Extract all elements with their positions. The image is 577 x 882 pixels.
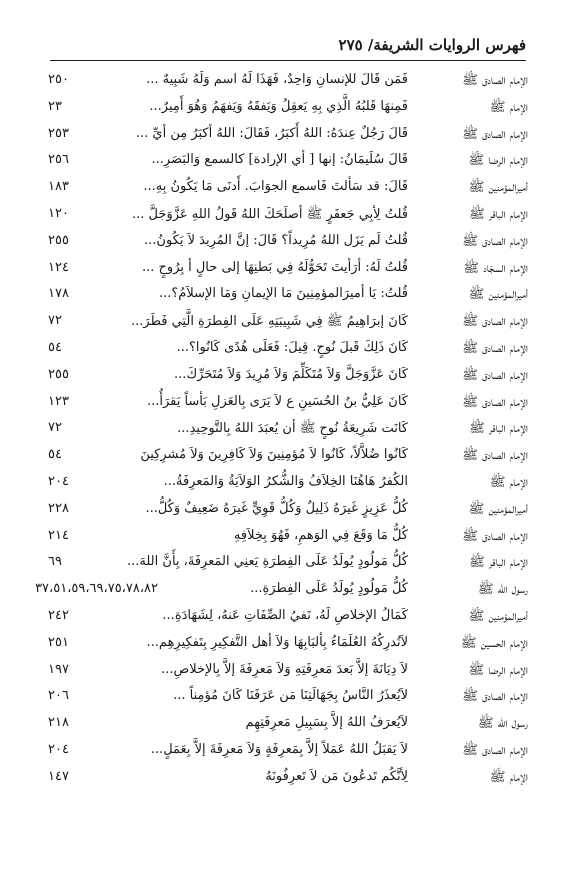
- index-row: [48, 365, 528, 392]
- narration-text-cell: قُلتُ لَم يَزَل اللهُ مُرِيداً؟ قَالَ: إنَّ المُرِيدَ لاَ يَكُونُ...: [144, 232, 408, 248]
- index-row: [48, 97, 528, 124]
- narrator-cell: الإمام الصادق ﷺ: [462, 394, 528, 410]
- index-row: [48, 713, 528, 740]
- narrator-cell: الإمام الباقر ﷺ: [469, 421, 528, 437]
- narrator-cell: الإمام الرضا ﷺ: [468, 662, 528, 678]
- page-number-cell: ٢٠٦: [48, 688, 69, 704]
- index-row: [35, 579, 528, 606]
- narration-text-cell: قَالَ رَجُلٌ عِندَهُ: اللهُ أَكبَرُ، فَقَالَ: اللهُ أكبَرُ مِن أيِّ ...: [135, 125, 408, 141]
- index-row: [48, 445, 528, 472]
- page-number-cell: ٧٢: [48, 313, 62, 329]
- narration-text-cell: قَالَ سُلَيمَانُ: إنها [ أي الإرادة] كالسمع وَالبَصَرِ...: [151, 152, 408, 168]
- narrator-cell: الإمام الصادق ﷺ: [462, 314, 528, 330]
- index-row: [48, 552, 528, 579]
- index-row: [48, 177, 528, 204]
- narrator-cell: الإمام الصادق ﷺ: [462, 126, 528, 142]
- narrations-index-list: [35, 70, 528, 794]
- index-row: [48, 660, 528, 687]
- index-row: [48, 472, 528, 499]
- narration-text-cell: لاَيُعذَرُ النَّاسُ بِجَهَالَتِنَا مَن عَرَفَنَا كَانَ مُؤمِناً ...: [173, 688, 408, 704]
- index-row: [48, 606, 528, 633]
- narrator-cell: أميرالمؤمنين ﷺ: [468, 501, 528, 517]
- page-number-cell: ٢٥٠: [48, 72, 69, 87]
- narrator-cell: الإمام الباقر ﷺ: [469, 206, 528, 222]
- index-row: [48, 633, 528, 660]
- narrator-cell: الإمام الحسين ﷺ: [460, 635, 528, 651]
- page-number-cell: ٥٤: [48, 339, 62, 355]
- narration-text-cell: كُلُّ مَولُودٍ يُولَدُ عَلَى الفِطرَةِ يَعنِي المَعرِفَةَ، بِأَنَّ اللهَ...: [127, 554, 408, 570]
- narrator-cell: الإمام الصادق ﷺ: [462, 742, 528, 758]
- page-number-cell: ٢٠٤: [48, 473, 69, 489]
- index-row: [48, 284, 528, 311]
- narration-text-cell: كُلُّ عَزِيزٍ غَيرَهُ ذَلِيلٌ وَكُلُّ قَوِيٍّ غَيرَهُ ضَعِيفٌ وَكُلُّ...: [145, 500, 408, 516]
- page-number-cell: ٢٥٦: [48, 152, 69, 168]
- narrator-cell: الإمام ﷺ: [489, 99, 528, 115]
- narration-text-cell: لاَ يَقبَلُ اللهُ عَمَلاً إلاَّ بِمَعرِفَةٍ وَلاَ مَعرِفَةَ إلاَّ بِعَمَلٍ...: [150, 741, 408, 757]
- index-row: [48, 740, 528, 767]
- page-number-cell: ٢٥٣: [48, 125, 69, 141]
- narrator-cell: رسول الله ﷺ: [477, 582, 528, 598]
- narrator-cell: الإمام الرضا ﷺ: [468, 153, 528, 169]
- narration-text-cell: قُلتُ لِأبِي جَعفَرٍ ﷺ أصلَحَكَ اللهُ قَولُ اللهِ عَزَّوَجَلَّ ...: [132, 206, 408, 222]
- narrator-cell: الإمام الصادق ﷺ: [462, 233, 528, 249]
- page-number-cell: ٢٥١: [48, 634, 69, 650]
- page-number-cell: ٣٧،٥١،٥٩،٦٩،٧٥،٧٨،٨٢: [35, 581, 158, 597]
- narration-text-cell: كَانُوا ضُلاَّلاً، كَانُوا لاَ مُؤمِنِينَ وَلاَ كَافِرِينَ وَلاَ مُشرِكِينَ: [140, 447, 408, 463]
- index-row: [48, 767, 528, 794]
- narrator-cell: رسول الله ﷺ: [477, 716, 528, 732]
- narration-text-cell: كَانَ إبرَاهِيمُ ﷺ فِي شَبِيبَتِهِ عَلَى الفِطرَةِ الَّتِي فَطَرَ...: [131, 314, 408, 330]
- narration-text-cell: كَانَ عَزَّوَجَلَّ وَلاَ مُتَكَلِّمَ وَلاَ مُرِيدَ وَلاَ مُتَحَرِّكَ...: [174, 366, 408, 382]
- narration-text-cell: لاَتُدرِكُهُ العُلَمَاءُ بِألبَابِهَا وَلاَ أهل التَّفكِيرِ بِتَفكِيرِهِم...: [146, 634, 408, 650]
- narration-text-cell: كُلُّ مَا وَقَعَ فِي الوَهمِ، فَهُوَ بِخِلاَفِهِ: [233, 527, 408, 543]
- narrator-cell: الإمام ﷺ: [489, 474, 528, 490]
- index-row: [48, 70, 528, 97]
- index-row: [48, 686, 528, 713]
- narration-text-cell: قَالَ: قد سَألتَ فَاسمع الجوَابَ. أَدنَى مَا يَكُونُ بِهِ...: [143, 179, 408, 195]
- page-number-cell: ٧٢: [48, 420, 62, 436]
- index-row: [48, 311, 528, 338]
- index-row: [48, 418, 528, 445]
- narration-text-cell: فَمِنهَا قَلبُهُ الَّذِي بِهِ يَعقِلُ وَيَفقَهُ وَيَفهَمُ وَهُوَ أَمِيرٌ...: [149, 98, 408, 114]
- page-number-cell: ٢٠٤: [48, 741, 69, 757]
- page-number-cell: ١٧٨: [48, 286, 69, 302]
- page-number-cell: ٢١٤: [48, 527, 69, 543]
- narrator-cell: الإمام الباقر ﷺ: [469, 555, 528, 571]
- page-number-cell: ١٤٧: [48, 768, 69, 784]
- narration-text-cell: قُلتُ لَهُ: أرَأيتَ تَحَوُّلَهُ فِي بَطنِهَا إلى حالٍ أ بِرُوحٍ ...: [142, 259, 408, 275]
- index-row: [48, 204, 528, 231]
- running-header: [50, 36, 526, 61]
- narration-text-cell: فَمَن قَالَ للإنسانِ وَاحِدٌ، فَهَذَا لَهُ اسم وَلَهُ شَبِيهٌ ...: [146, 72, 408, 87]
- page-number-cell: ١٢٣: [48, 393, 69, 409]
- narration-text-cell: كَانَ ذَلِكَ قَبلَ نُوحٍ. قِيلَ: فَعَلَى هُدًى كَانُوا؟...: [176, 339, 408, 355]
- index-row: [48, 150, 528, 177]
- index-row: [48, 124, 528, 151]
- page-number-cell: ١٢٤: [48, 259, 69, 275]
- index-row: [48, 392, 528, 419]
- narration-text-cell: لِأنَّكُم تَدعُونَ مَن لاَ تَعرِفُونَهُ: [265, 768, 408, 784]
- header-title: فهرس الروايات الشريفة/ ٢٧٥: [338, 36, 526, 54]
- narrator-cell: الإمام الصادق ﷺ: [462, 367, 528, 383]
- page-number-cell: ٦٩: [48, 554, 62, 570]
- page-number-cell: ٢٥٥: [48, 232, 69, 248]
- index-row: [48, 258, 528, 285]
- page-number-cell: ١٨٣: [48, 179, 69, 195]
- page-number-cell: ٥٤: [48, 447, 62, 463]
- narrator-cell: الإمام الصادق ﷺ: [462, 448, 528, 464]
- narrator-cell: أميرالمؤمنين ﷺ: [468, 287, 528, 303]
- index-row: [48, 499, 528, 526]
- narrator-cell: الإمام الصادق ﷺ: [462, 340, 528, 356]
- narration-text-cell: كُلُّ مَولُودٍ يُولَدُ عَلَى الفِطرَةِ...: [250, 581, 408, 597]
- page-number-cell: ٢٤٢: [48, 607, 69, 623]
- page-number-cell: ١٩٧: [48, 661, 69, 677]
- narration-text-cell: كَانَ عَلِيُّ بنُ الحُسَينِ ع لاَ يَرَى بِالعَزلِ بَأساً يَقرَأُ...: [146, 393, 408, 409]
- index-row: [48, 338, 528, 365]
- page-number-cell: ٢٢٨: [48, 500, 69, 516]
- narration-text-cell: قُلتُ: يَا أميرَالمؤمِنِينَ مَا الإيمانِ وَمَا الإسلاَمُ؟...: [158, 286, 408, 302]
- narrator-cell: أميرالمؤمنين ﷺ: [468, 608, 528, 624]
- narrator-cell: الإمام السجّاد ﷺ: [463, 260, 528, 276]
- page-number-cell: ١٢٠: [48, 205, 69, 221]
- page-number-cell: ٢٣: [48, 98, 62, 114]
- index-row: [48, 231, 528, 258]
- narrator-cell: الإمام ﷺ: [489, 769, 528, 785]
- narration-text-cell: لاَ دِيَانَةَ إلاَّ بَعدَ مَعرِفَتِهِ وَلاَ مَعرِفَةَ إلاَّ بِالإخلاصِ...: [161, 661, 408, 677]
- narrator-cell: الإمام الصادق ﷺ: [462, 73, 528, 88]
- narrator-cell: أميرالمؤمنين ﷺ: [468, 180, 528, 196]
- page-number-cell: ٢٥٥: [48, 366, 69, 382]
- narrator-cell: الإمام الصادق ﷺ: [462, 689, 528, 705]
- narration-text-cell: كَانَت شَرِيعَةُ نُوحٍ ﷺ أن يُعبَدَ اللهُ بِالتَّوحِيدِ...: [177, 421, 408, 437]
- narrator-cell: الإمام الصادق ﷺ: [462, 528, 528, 544]
- index-row: [48, 526, 528, 553]
- narration-text-cell: لاَيُعرَفُ اللهُ إلاَّ بِسَبِيلِ مَعرِفَتِهِم: [245, 715, 408, 731]
- page-number-cell: ٢١٨: [48, 715, 69, 731]
- narration-text-cell: الكُفرُ هَاهُنَا الخِلاَفُ وَالشُّكرُ الوَلاَيَةُ وَالمَعرِفَةُ...: [163, 473, 408, 489]
- narration-text-cell: كَمَالُ الإخلاصِ لَهُ، نَفيُ الصِّفَاتِ عَنهُ، لِشَهَادَةِ...: [162, 607, 408, 623]
